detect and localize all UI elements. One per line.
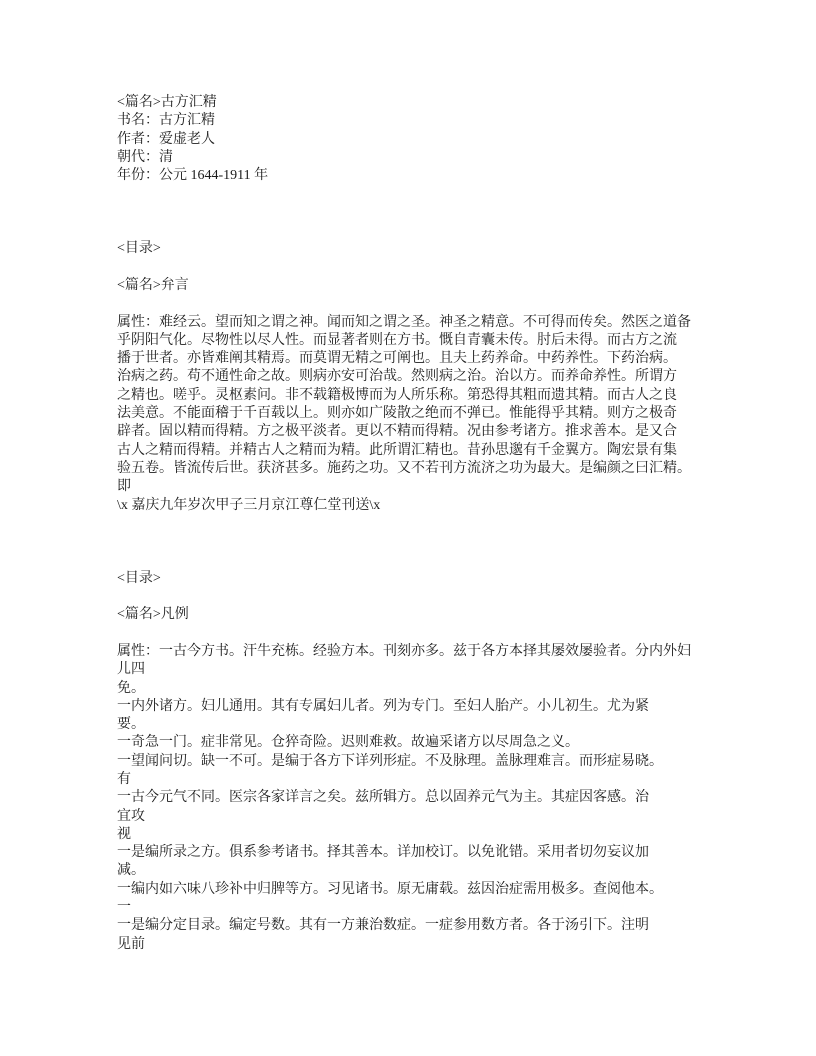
section-tag-preface: <篇名>弁言 [117, 277, 189, 293]
toc-marker-line-2: <目录> [117, 570, 161, 586]
fanli-text-line: 儿四 [117, 662, 145, 678]
preface-text-line: 之精也。嗟乎。灵枢素问。非不载籍极博而为人所乐称。第恐得其粗而遗其精。而古人之良 [117, 387, 677, 403]
blank-line [117, 533, 776, 551]
fanli-text-line: 一望闻问切。缺一不可。是编于各方下详列形症。不及脉理。盖脉理难言。而形症易晓。 [117, 753, 663, 769]
preface-text-line: 播于世者。亦皆难阐其精焉。而莫谓无精之可阐也。且夫上药养命。中药养性。下药治病。 [117, 351, 677, 367]
preface-text-line: 属性：难经云。望而知之谓之神。闻而知之谓之圣。神圣之精意。不可得而传矣。然医之道备 [117, 314, 691, 330]
preface-text-line: 即 [117, 479, 131, 495]
fanli-text-line: 一古今元气不同。医宗各家详言之矣。兹所辑方。总以固养元气为主。其症因客感。治 [117, 790, 649, 806]
dynasty-line: 朝代：清 [117, 149, 173, 165]
fanli-text-line: 免。 [117, 680, 145, 696]
fanli-text-line: 一 [117, 900, 131, 916]
preface-text-line: 古人之精而得精。并精古人之精而为精。此所谓汇精也。昔孙思邈有千金翼方。陶宏景有集 [117, 442, 677, 458]
blank-line [117, 204, 776, 222]
preface-text-line: 验五卷。皆流传后世。获济甚多。施药之功。又不若刊方流济之功为最大。是编颜之曰汇精。 [117, 460, 691, 476]
fanli-text-line: 视 [117, 826, 131, 842]
fanli-text-line: 一内外诸方。妇儿通用。其有专属妇儿者。列为专门。至妇人胎产。小儿初生。尤为紧 [117, 698, 649, 714]
fanli-text-line: 减。 [117, 863, 145, 879]
fanli-text-line: 一是编所录之方。俱系参考诸书。择其善本。详加校订。以免讹错。采用者切勿妄议加 [117, 845, 649, 861]
fanli-text-line: 要。 [117, 717, 145, 733]
book-name-line: 书名：古方汇精 [117, 113, 215, 129]
author-line: 作者：爱虚老人 [117, 131, 215, 147]
blank-line [117, 295, 776, 313]
blank-line [117, 588, 776, 606]
preface-text-line: 法美意。不能面稽于千百载以上。则亦如广陵散之绝而不弹已。惟能得乎其精。则方之极奇 [117, 406, 677, 422]
blank-line [117, 185, 776, 203]
preface-text-line: 治病之药。苟不通性命之故。则病亦安可治哉。然则病之治。治以方。而养命养性。所谓方 [117, 369, 677, 385]
section-tag-fanli: <篇名>凡例 [117, 607, 189, 623]
blank-line [117, 515, 776, 533]
preface-text-line: 辟者。固以精而得精。方之极平淡者。更以不精而得精。况由参考诸方。推求善本。是又合 [117, 424, 677, 440]
blank-line [117, 551, 776, 569]
blank-line [117, 222, 776, 240]
fanli-text-line: 有 [117, 771, 131, 787]
fanli-text-line: 一是编分定目录。编定号数。其有一方兼治数症。一症参用数方者。各于汤引下。注明 [117, 918, 649, 934]
section-tag-title: <篇名>古方汇精 [117, 95, 217, 110]
fanli-text-line: 宜攻 [117, 808, 145, 824]
preface-imprint-line: \x 嘉庆九年岁次甲子三月京江尊仁堂刊送\x [117, 497, 381, 513]
fanli-text-line: 属性：一古今方书。汗牛充栋。经验方本。刊刻亦多。兹于各方本择其屡效屡验者。分内外妇 [117, 643, 691, 659]
year-line: 年份：公元 1644-1911 年 [117, 168, 269, 184]
blank-line [117, 625, 776, 643]
fanli-text-line: 一编内如六味八珍补中归脾等方。习见诸书。原无庸载。兹因治症需用极多。查阅他本。 [117, 881, 663, 897]
preface-text-line: 乎阴阳气化。尽物性以尽人性。而显著者则在方书。慨自青囊未传。肘后未得。而古方之流 [117, 332, 677, 348]
toc-marker-line: <目录> [117, 241, 161, 257]
fanli-text-line: 一奇急一门。症非常见。仓猝奇险。迟则难救。故遍采诸方以尽周急之义。 [117, 735, 579, 751]
blank-line [117, 259, 776, 277]
fanli-text-line: 见前 [117, 936, 145, 952]
